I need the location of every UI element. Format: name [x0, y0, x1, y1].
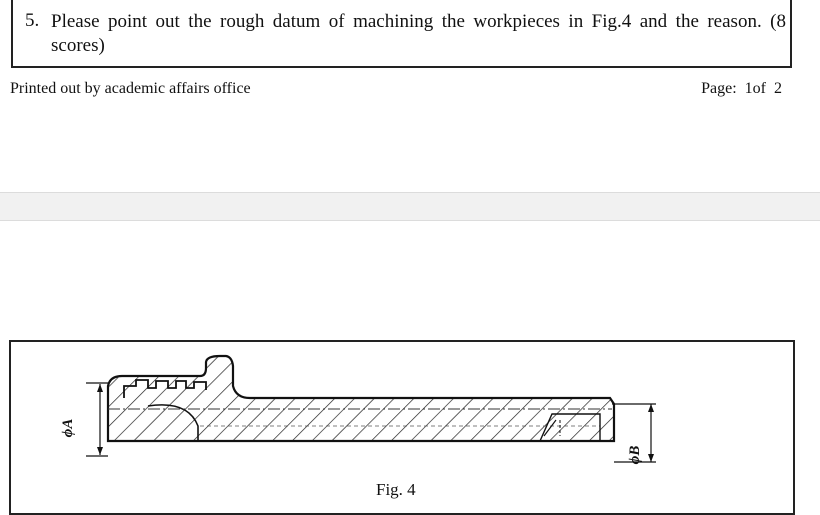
workpiece-section [108, 356, 614, 441]
dimension-label-a: ϕA [60, 418, 76, 438]
dimension-label-b: ϕB [627, 445, 643, 465]
question-number: 5. [25, 10, 40, 31]
printed-by-note: Printed out by academic affairs office [10, 80, 251, 97]
page-number: Page: 1of 2 [701, 80, 782, 97]
question-text: Please point out the rough datum of machining the workpieces in Fig.4 and the reason. (8 scores) [51, 11, 786, 56]
figure-caption: Fig. 4 [376, 480, 416, 499]
